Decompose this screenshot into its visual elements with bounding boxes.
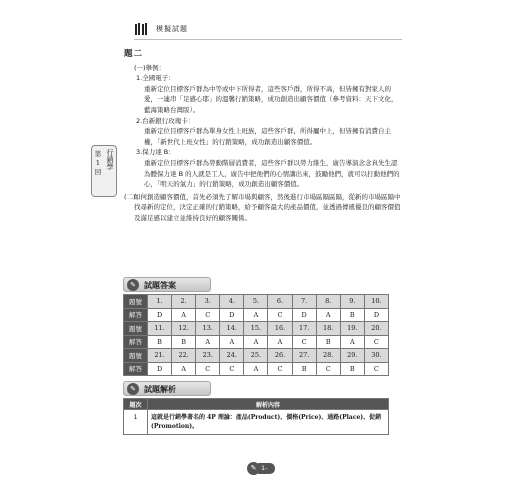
question-number-cell: 26.: [268, 349, 292, 363]
row-label-answer: 解答: [124, 362, 148, 376]
question-number-cell: 28.: [316, 349, 340, 363]
answer-cell: A: [172, 362, 196, 376]
book-label: 行銷學: [106, 149, 114, 170]
answer-cell: B: [340, 362, 364, 376]
table-row: [124, 335, 389, 349]
analysis-section-title: 試題解析: [144, 385, 176, 394]
answers-section-header: [123, 277, 211, 292]
row-label-answer: 解答: [124, 335, 148, 349]
answer-cell: A: [340, 335, 364, 349]
table-row: [124, 410, 389, 435]
question-number-cell: 30.: [364, 349, 388, 363]
question-number-cell: 20.: [364, 322, 388, 336]
section-2: [124, 192, 402, 224]
answer-cell: B: [340, 308, 364, 322]
question-number-cell: 25.: [244, 349, 268, 363]
section-1-label: (一)舉例：: [134, 63, 166, 72]
answer-cell: B: [292, 362, 316, 376]
answer-cell: A: [244, 362, 268, 376]
example-body: 重新定位目標客戶群為勞動階層消費者，這些客戶群以勞力維生，廣告導演念念真先生認為體保力達 B 的人就是工人，廣告中把他們的心情講出來，鼓勵他們，就可以打動他們的心，「明天的氣力」的行銷策略，成功創造出顧客價值。: [144, 158, 400, 189]
answer-cell: C: [220, 362, 244, 376]
question-number-cell: 1.: [148, 295, 172, 309]
answer-cell: D: [220, 308, 244, 322]
answer-cell: A: [268, 335, 292, 349]
question-number-cell: 5.: [244, 295, 268, 309]
question-number-cell: 2.: [172, 295, 196, 309]
answer-cell: D: [364, 308, 388, 322]
row-label-answer: 解答: [124, 308, 148, 322]
answer-cell: C: [196, 362, 220, 376]
answer-cell: C: [292, 335, 316, 349]
chapter-label: 第1回: [94, 150, 102, 176]
analysis-table: [123, 398, 389, 435]
answer-cell: A: [220, 335, 244, 349]
col-header-idx: 題次: [124, 399, 148, 410]
answer-cell: A: [196, 335, 220, 349]
question-number-cell: 27.: [292, 349, 316, 363]
answers-table: [123, 294, 389, 376]
question-number-cell: 24.: [220, 349, 244, 363]
pencil-icon: ✎: [127, 279, 139, 291]
answer-cell: C: [196, 308, 220, 322]
chapter-tab: [91, 145, 117, 197]
table-row: [124, 322, 389, 336]
question-number-cell: 3.: [196, 295, 220, 309]
answer-cell: B: [172, 335, 196, 349]
table-row: [124, 295, 389, 309]
table-row: [124, 308, 389, 322]
answer-cell: B: [316, 335, 340, 349]
answer-cell: C: [364, 335, 388, 349]
page-number-text: 1-32: [258, 463, 275, 474]
question-number-cell: 6.: [268, 295, 292, 309]
row-label-question-number: 題號: [124, 295, 148, 309]
question-title: 題二: [124, 49, 144, 59]
answer-cell: A: [244, 335, 268, 349]
question-number-cell: 29.: [340, 349, 364, 363]
question-number-cell: 18.: [316, 322, 340, 336]
answer-cell: C: [268, 362, 292, 376]
question-number-cell: 11.: [148, 322, 172, 336]
answer-cell: A: [316, 308, 340, 322]
answer-cell: D: [148, 308, 172, 322]
question-number-cell: 23.: [196, 349, 220, 363]
question-number-cell: 19.: [340, 322, 364, 336]
section-2-label: (二): [124, 192, 136, 201]
page-header: [134, 22, 402, 40]
header-title: 模擬試題: [156, 25, 188, 33]
question-number-cell: 10.: [364, 295, 388, 309]
analysis-section-header: [123, 381, 211, 396]
row-label-question-number: 題號: [124, 322, 148, 336]
question-number-cell: 4.: [220, 295, 244, 309]
row-explanation: 這就是行銷學著名的 4P 理論：產品(Product)、價格(Price)、通路(Place)、促銷(Promotion)。: [148, 410, 389, 435]
question-number-cell: 21.: [148, 349, 172, 363]
answer-cell: A: [172, 308, 196, 322]
question-number-cell: 12.: [172, 322, 196, 336]
page-number: [247, 462, 275, 483]
question-number-cell: 9.: [340, 295, 364, 309]
answer-cell: C: [316, 362, 340, 376]
book-logo-icon: [134, 22, 148, 36]
question-number-cell: 17.: [292, 322, 316, 336]
question-number-cell: 13.: [196, 322, 220, 336]
question-number-cell: 8.: [316, 295, 340, 309]
question-number-cell: 7.: [292, 295, 316, 309]
question-number-cell: 14.: [220, 322, 244, 336]
question-number-cell: 16.: [268, 322, 292, 336]
example-body: 重新定位目標客戶群為中等或中下所得者，這些客戶群，所得不高，但皆擁有對家人的愛，一連串「足感心耶」的溫馨行銷策略，成功創造出顧客價值（參考資料：天下文化，藍海策略台灣版）。: [144, 84, 398, 114]
question-number-cell: 22.: [172, 349, 196, 363]
example-title: 2.台新銀行玫瑰卡：: [136, 116, 195, 125]
table-row: [124, 349, 389, 363]
page-number-icon: ✎: [247, 462, 260, 475]
answer-cell: A: [244, 308, 268, 322]
row-label-question-number: 題號: [124, 349, 148, 363]
answer-cell: C: [268, 308, 292, 322]
pencil-icon: ✎: [127, 383, 139, 395]
answer-cell: D: [292, 308, 316, 322]
row-idx: 1: [124, 410, 148, 435]
answers-section-title: 試題答案: [144, 281, 176, 290]
question-content: [124, 49, 402, 224]
answer-cell: C: [364, 362, 388, 376]
table-row: [124, 362, 389, 376]
example-body: 重新定位目標客戶群為單身女性上班族，這些客戶群，所得屬中上，但皆擁有消費自主權，「新世代上班女性」的行銷策略，成功創造出顧客價值。: [144, 127, 391, 146]
answer-cell: B: [148, 335, 172, 349]
section-2-body: 如何創造顧客價值，首先必須先了解市場與顧客，然後進行市場區隔區隔，從新的市場區隔中找尋新的定位，決定正確的行銷策略，給予顧客最大的產品價值，並透過傳遞優良的顧客價值及滿足感以建立並維持良好的顧客關係。: [134, 192, 401, 222]
col-header-content: 解析內容: [148, 399, 389, 410]
example-title: 3.保力達 B：: [136, 148, 175, 157]
answer-cell: D: [148, 362, 172, 376]
example-title: 1.全國電子：: [136, 74, 175, 83]
question-number-cell: 15.: [244, 322, 268, 336]
